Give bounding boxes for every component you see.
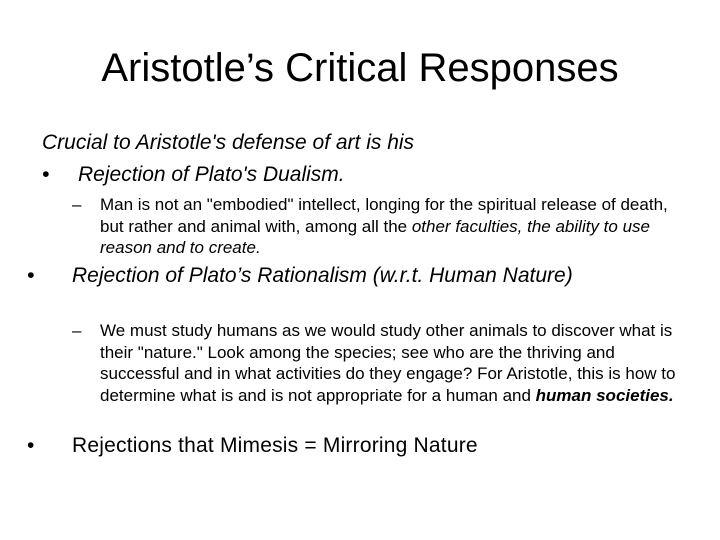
dash-marker: – [72,195,82,214]
slide-title: Aristotle’s Critical Responses [101,46,619,90]
intro-text: Crucial to Aristotle's defense of art is his [42,131,415,154]
dash-marker: – [72,321,82,340]
bullet-mimesis [27,434,687,462]
bullet-text: Rejection of Plato's Dualism. [78,163,345,186]
bullet-marker: • [27,264,35,287]
sub-bullet-dualism [72,194,692,260]
bullet-text: Rejection of Plato’s Rationalism (w.r.t. Human Nature) [72,264,573,287]
sub-text-part: Man is not an "embodied" intellect, longing for the spiritual release of death, but rather and animal with, among all the [100,195,668,236]
sub-bullet-text [100,320,690,406]
sub-text-period: . [668,385,674,405]
sub-bullet-text [100,194,685,259]
sub-text-part: We must study humans as we would study other animals to discover what is their "nature." Look among the species; see who are the thriving and successful and in what activities do they engage? For Aristotle, this is how to determine what is and is not appropriate for a human and [100,321,676,405]
sub-text-emphasis: human societies [535,385,669,405]
sub-text-emphasis: other faculties, the ability to use reason and to create. [100,216,650,257]
bullet-marker: • [27,434,35,457]
bullet-rationalism [27,264,667,316]
bullet-text: Rejections that Mimesis = Mirroring Nature [72,434,478,457]
sub-bullet-rationalism [72,320,692,428]
bullet-marker: • [42,163,50,186]
bullet-dualism [42,163,682,191]
